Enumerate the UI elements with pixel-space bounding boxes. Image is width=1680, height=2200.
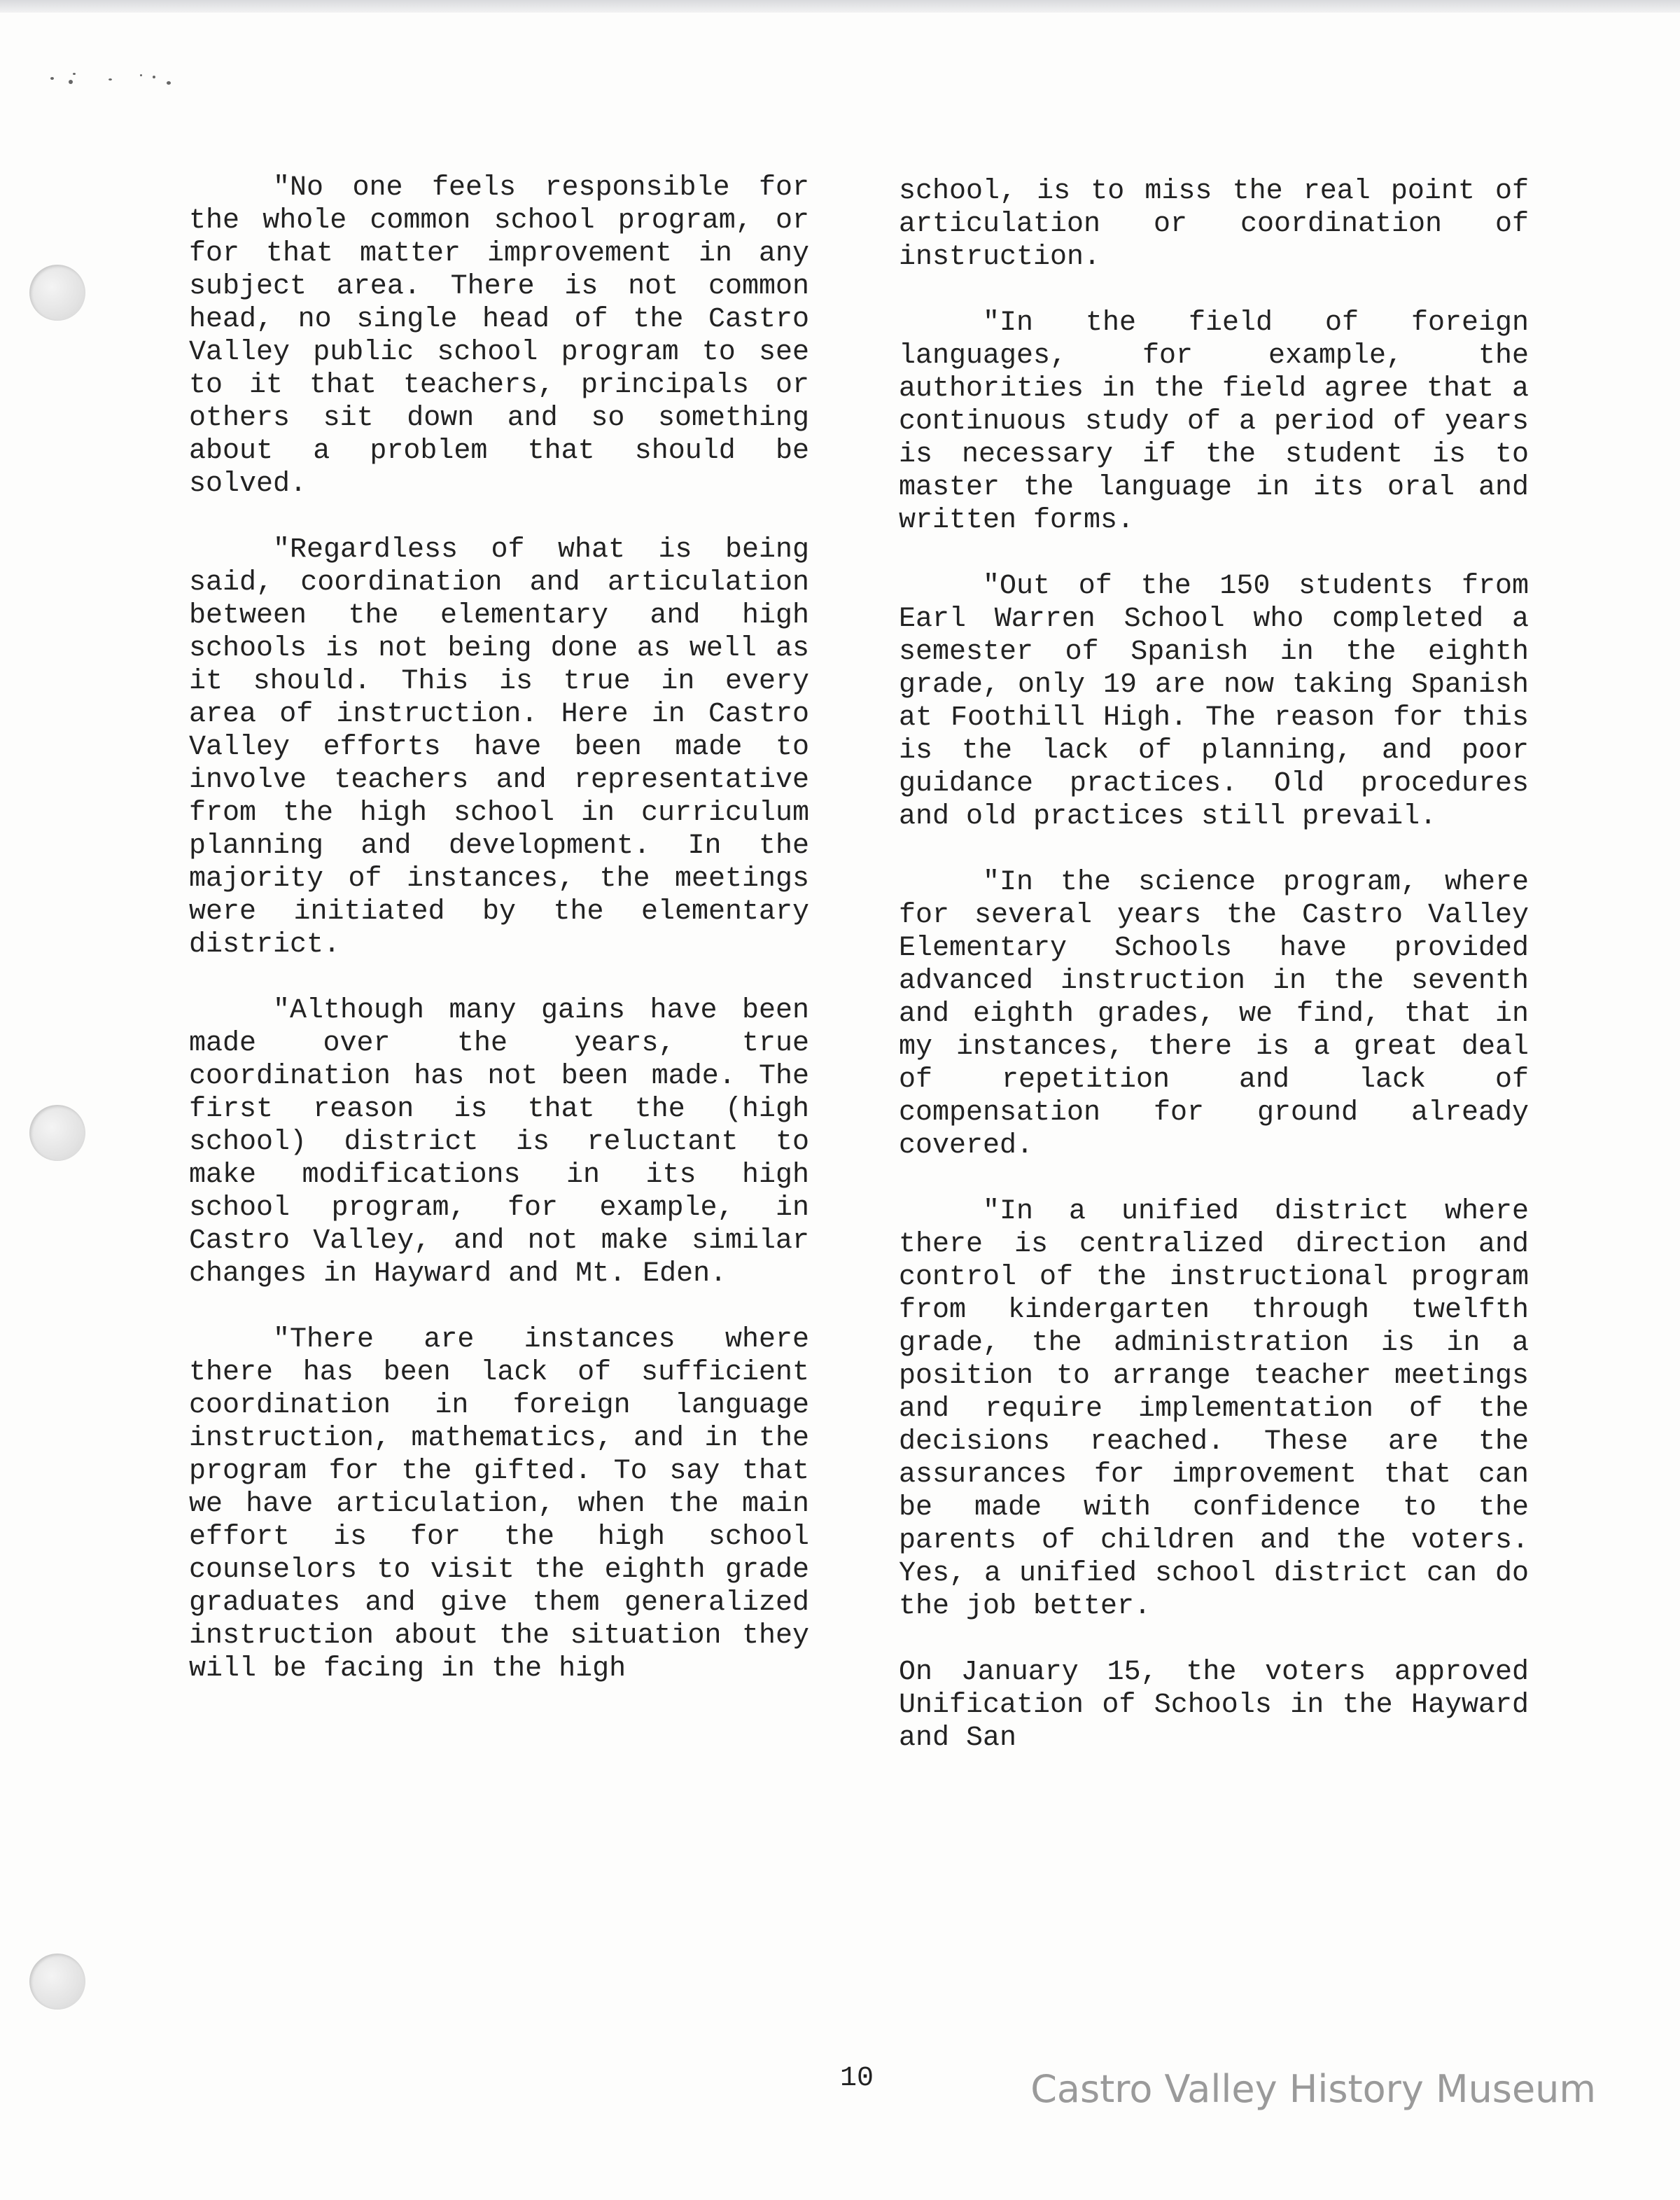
- left-column: [189, 172, 809, 1685]
- paragraph: "In the field of foreign languages, for example, the authorities in the field agree that a continuous study of a period of years is necessary if the student is to master the language in its oral and written forms.: [899, 307, 1529, 536]
- paragraph: "Regardless of what is being said, coordination and articulation between the elementary and high schools is not being done as well as it should. This is true in every area of instruction. Here in Castro Valley efforts have been made to involve teachers and representative from the high school in curriculum planning and development. In the majority of instances, the meetings were initiated by the elementary district.: [189, 534, 809, 961]
- punch-hole-middle: [29, 1105, 85, 1161]
- scan-specks: [42, 70, 196, 98]
- page-number: 10: [840, 2063, 874, 2094]
- paragraph: "In the science program, where for several years the Castro Valley Elementary Schools have provided advanced instruction in the seventh and eighth grades, we find, that in my instances, there is a great deal of repetition and lack of compensation for ground already covered.: [899, 867, 1529, 1162]
- punch-hole-bottom: [29, 1954, 85, 2010]
- paragraph: "No one feels responsible for the whole common school program, or for that matter improvement in any subject area. There is not common head, no single head of the Castro Valley public school program to see to it that teachers, principals or others sit down and so something about a problem that should be solved.: [189, 172, 809, 500]
- right-column: [899, 175, 1529, 1755]
- watermark-text: Castro Valley History Museum: [1030, 2067, 1596, 2111]
- paragraph: "Although many gains have been made over the years, true coordination has not been made. The first reason is that the (high school) district is reluctant to make modifications in its high school program, for example, in Castro Valley, and not make similar changes in Hayward and Mt. Eden.: [189, 995, 809, 1290]
- paragraph: "There are instances where there has been lack of sufficient coordination in foreign language instruction, mathematics, and in the program for the gifted. To say that we have articulation, when the main effort is for the high school counselors to visit the eighth grade graduates and give them generalized instruction about the situation they will be facing in the high: [189, 1324, 809, 1685]
- continued-paragraph: school, is to miss the real point of articulation or coordination of instruction.: [899, 176, 1529, 273]
- scan-top-edge: [0, 0, 1680, 13]
- paragraph: "Out of the 150 students from Earl Warren School who completed a semester of Spanish in the eighth grade, only 19 are now taking Spanish at Foothill High. The reason for this is the lack of planning, and poor guidance practices. Old procedures and old practices still prevail.: [899, 571, 1529, 833]
- paragraph: "In a unified district where there is centralized direction and control of the instructional program from kindergarten through twelfth grade, the administration is in a position to arrange teacher meetings and require implementation of the decisions reached. These are the assurances for improvement that can be made with confidence to the parents of children and the voters. Yes, a unified school district can do the job better.: [899, 1196, 1529, 1622]
- punch-hole-top: [29, 265, 85, 321]
- closing-paragraph: On January 15, the voters approved Unification of Schools in the Hayward and San: [899, 1657, 1529, 1754]
